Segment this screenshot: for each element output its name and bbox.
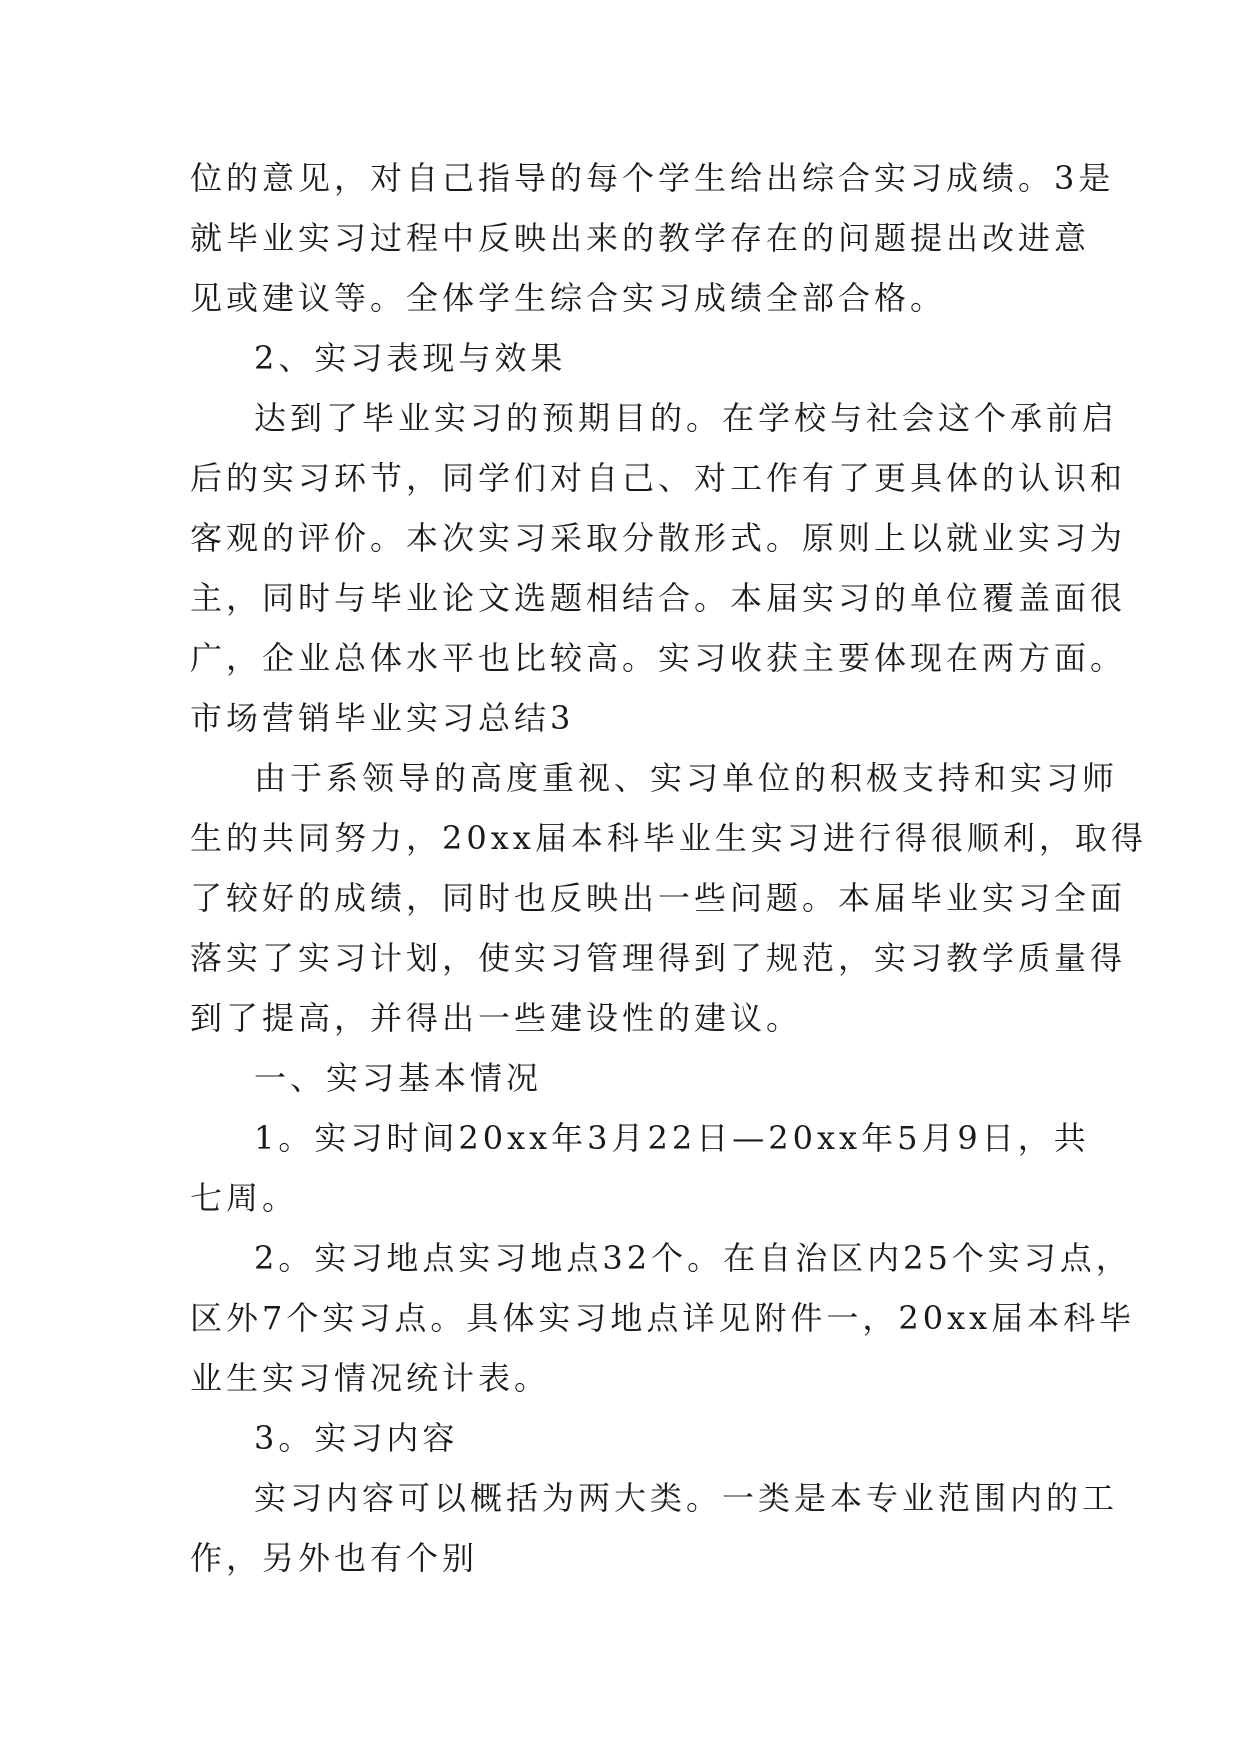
text-line: 七周。 <box>190 1179 299 1217</box>
text-line: 达到了毕业实习的预期目的。在学校与社会这个承前启 <box>254 399 1119 437</box>
section-heading: 3。实习内容 <box>254 1419 459 1457</box>
text-line: 后的实习环节，同学们对自己、对工作有了更具体的认识和 <box>190 459 1127 497</box>
document-title: 市场营销毕业实习总结3 <box>190 699 575 737</box>
section-heading: 一、实习基本情况 <box>254 1059 543 1097</box>
text-line: 2。实习地点实习地点32个。在自治区内25个实习点， <box>254 1239 1132 1277</box>
text-line: 广，企业总体水平也比较高。实习收获主要体现在两方面。 <box>190 639 1127 677</box>
text-line: 就毕业实习过程中反映出来的教学存在的问题提出改进意 <box>190 219 1091 257</box>
text-line: 区外7个实习点。具体实习地点详见附件一，20xx届本科毕 <box>190 1299 1136 1337</box>
text-line: 由于系领导的高度重视、实习单位的积极支持和实习师 <box>254 759 1119 797</box>
text-line: 1。实习时间20xx年3月22日—20xx年5月9日，共 <box>254 1119 1090 1157</box>
text-line: 生的共同努力，20xx届本科毕业生实习进行得很顺利，取得 <box>190 819 1147 857</box>
text-line: 见或建议等。全体学生综合实习成绩全部合格。 <box>190 279 947 317</box>
text-line: 落实了实习计划，使实习管理得到了规范，实习教学质量得 <box>190 939 1127 977</box>
text-line: 了较好的成绩，同时也反映出一些问题。本届毕业实习全面 <box>190 879 1127 917</box>
document-page <box>190 148 1147 1588</box>
text-line: 实习内容可以概括为两大类。一类是本专业范围内的工 <box>254 1479 1119 1517</box>
text-line: 业生实习情况统计表。 <box>190 1359 551 1397</box>
text-line: 作，另外也有个别 <box>190 1539 479 1577</box>
text-line: 主，同时与毕业论文选题相结合。本届实习的单位覆盖面很 <box>190 579 1127 617</box>
section-heading: 2、实习表现与效果 <box>254 339 567 377</box>
text-line: 位的意见，对自己指导的每个学生给出综合实习成绩。3是 <box>190 159 1115 197</box>
text-line: 到了提高，并得出一些建设性的建议。 <box>190 999 803 1037</box>
text-line: 客观的评价。本次实习采取分散形式。原则上以就业实习为 <box>190 519 1127 557</box>
